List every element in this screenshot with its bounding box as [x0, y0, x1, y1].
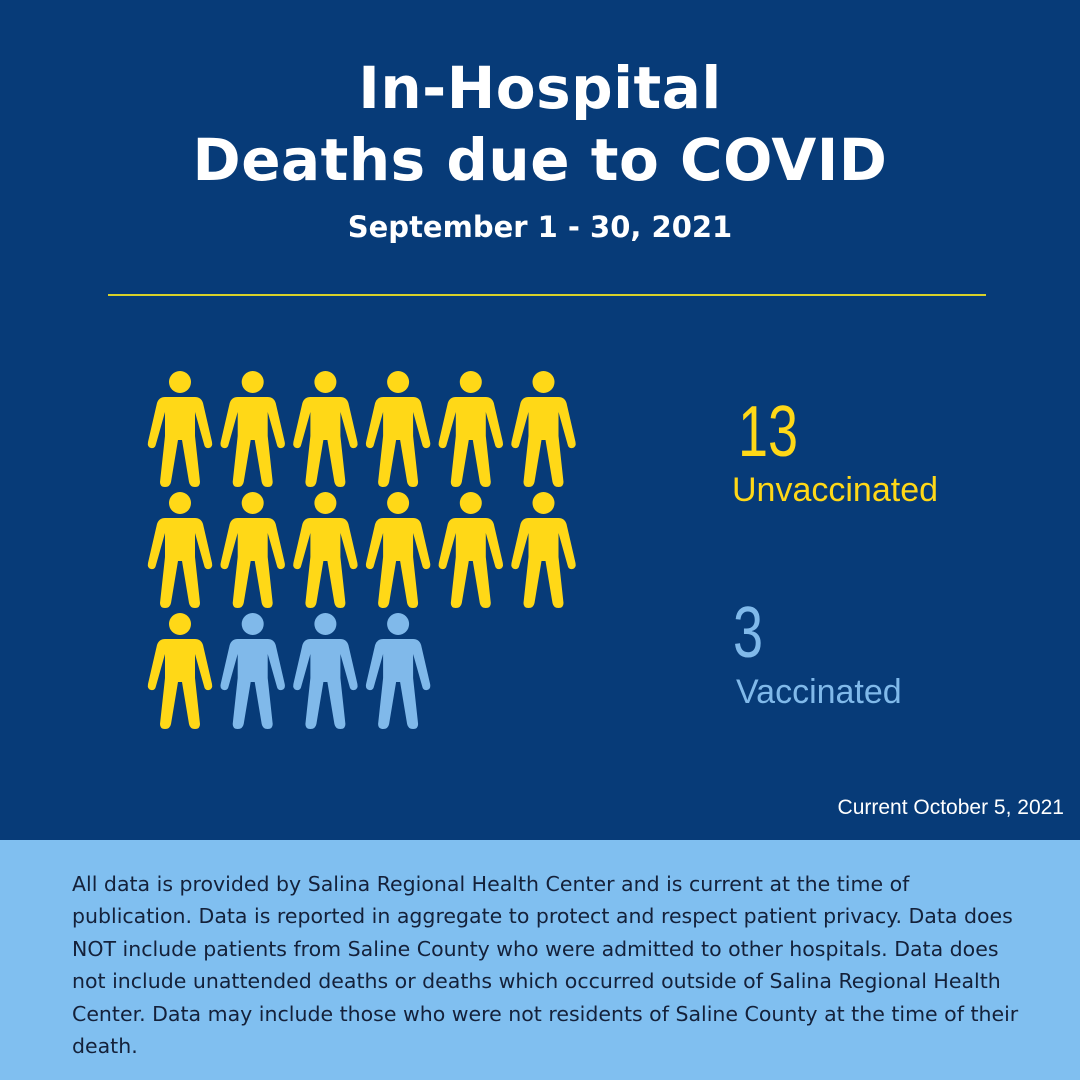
vaccinated-person-icon — [293, 613, 357, 729]
unvaccinated-person-icon — [293, 492, 357, 608]
unvaccinated-person-icon — [439, 492, 503, 608]
person-pictogram-chart — [140, 370, 590, 740]
unvaccinated-label: Unvaccinated — [732, 471, 939, 509]
unvaccinated-person-icon — [221, 371, 285, 487]
unvaccinated-person-icon — [511, 492, 575, 608]
data-disclaimer: All data is provided by Salina Regional Health Center and is current at the time of publication. Data is reported in aggregate to protect and respect patient privacy. Data does NOT include patients from Saline County who were admitted to other hospitals. Data does not include unattended deaths or deaths which occurred outside of Salina Regional Health Center. Data may include those who were not residents of Saline County at the time of their death. — [72, 872, 1019, 1059]
title-line-1: In-Hospital — [358, 54, 722, 122]
page-title — [0, 52, 1080, 196]
vaccinated-person-icon — [221, 613, 285, 729]
unvaccinated-person-icon — [439, 371, 503, 487]
title-line-2: Deaths due to COVID — [192, 126, 888, 194]
unvaccinated-person-icon — [221, 492, 285, 608]
date-range-subtitle: September 1 - 30, 2021 — [347, 210, 733, 244]
divider-line — [108, 294, 986, 296]
unvaccinated-person-icon — [366, 371, 430, 487]
unvaccinated-person-icon — [366, 492, 430, 608]
vaccinated-person-icon — [366, 613, 430, 729]
unvaccinated-person-icon — [293, 371, 357, 487]
unvaccinated-person-icon — [148, 492, 212, 608]
unvaccinated-person-icon — [148, 371, 212, 487]
unvaccinated-person-icon — [148, 613, 212, 729]
vaccinated-label: Vaccinated — [736, 673, 902, 711]
vaccinated-count: 3 — [733, 593, 764, 673]
unvaccinated-person-icon — [511, 371, 575, 487]
current-as-of-date: Current October 5, 2021 — [837, 796, 1064, 819]
unvaccinated-count: 13 — [738, 392, 799, 472]
